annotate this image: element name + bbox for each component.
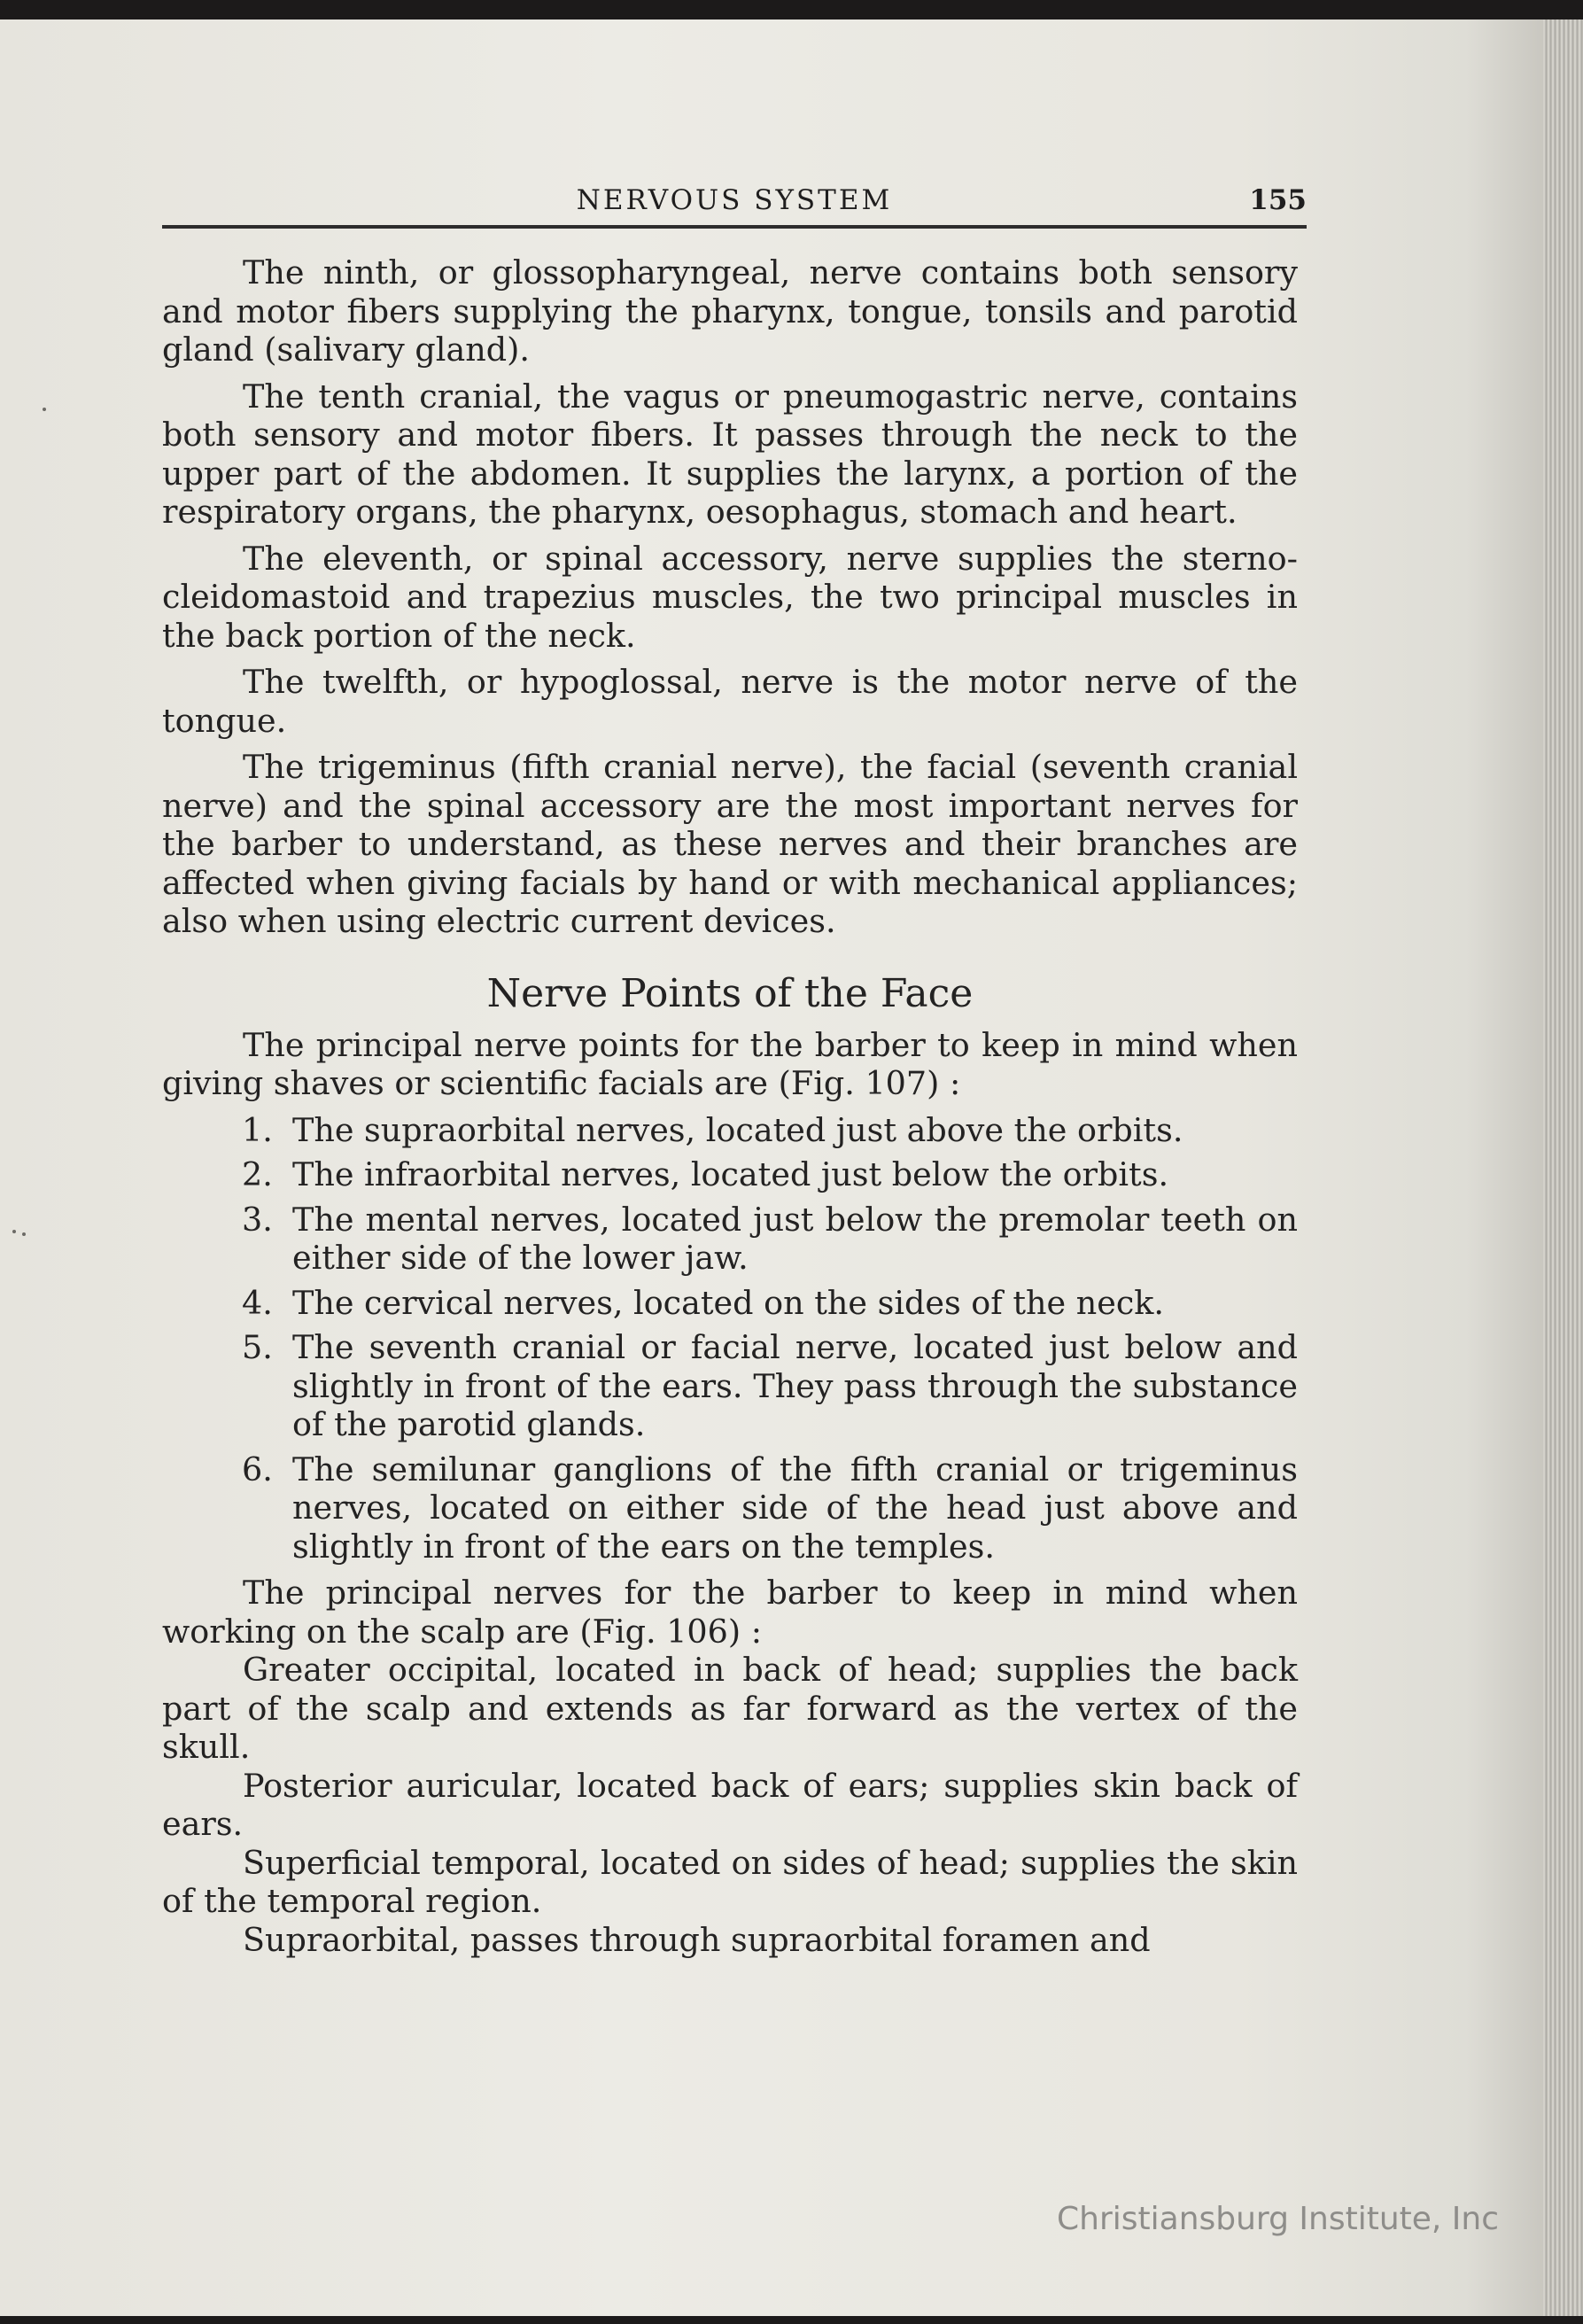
paragraph-posterior-auricular: Posterior auricular, located back of ears; supplies skin back of ears. bbox=[162, 1766, 1298, 1843]
list-text: The infraorbital nerves, located just below the orbits. bbox=[292, 1155, 1169, 1193]
list-number: 6. bbox=[242, 1450, 273, 1488]
watermark: Christiansburg Institute, Inc bbox=[1057, 2201, 1500, 2237]
paragraph-twelfth-nerve: The twelfth, or hypoglossal, nerve is the motor nerve of the tongue. bbox=[162, 663, 1298, 740]
list-text: The seventh cranial or facial nerve, located just below and slightly in front of the ears. They pass through the substance of the parotid glands. bbox=[292, 1328, 1298, 1443]
paragraph-superficial-temporal: Superficial temporal, located on sides of head; supplies the skin of the temporal region. bbox=[162, 1843, 1298, 1920]
dust-speck bbox=[22, 1232, 26, 1236]
nerve-points-list bbox=[162, 1111, 1298, 1566]
list-number: 4. bbox=[242, 1283, 273, 1322]
list-item bbox=[162, 1450, 1298, 1566]
list-item bbox=[162, 1201, 1298, 1278]
list-item bbox=[162, 1111, 1298, 1150]
list-item bbox=[162, 1328, 1298, 1444]
list-item bbox=[162, 1155, 1298, 1194]
paragraph-eleventh-nerve: The eleventh, or spinal accessory, nerve supplies the sterno-cleidomastoid and trapezius muscles, the two principal muscles in the back portion of the neck. bbox=[162, 539, 1298, 655]
running-title: NERVOUS SYSTEM bbox=[576, 184, 893, 216]
body-text bbox=[162, 253, 1298, 1959]
running-header bbox=[162, 179, 1307, 229]
paragraph-greater-occipital: Greater occipital, located in back of head; supplies the back part of the scalp and extends as far forward as the vertex of the skull. bbox=[162, 1651, 1298, 1766]
page-number: 155 bbox=[1249, 184, 1307, 216]
list-text: The mental nerves, located just below the premolar teeth on either side of the lower jaw. bbox=[292, 1200, 1298, 1277]
list-text: The semilunar ganglions of the fifth cranial or trigeminus nerves, located on either side of the head just above and slightly in front of the ears on the temples. bbox=[292, 1450, 1298, 1566]
page-edge-stack bbox=[1543, 19, 1583, 2316]
paragraph-scalp-intro: The principal nerves for the barber to keep in mind when working on the scalp are (Fig. 106) : bbox=[162, 1574, 1298, 1651]
dust-speck bbox=[43, 408, 46, 411]
list-number: 1. bbox=[242, 1110, 273, 1149]
dust-speck bbox=[12, 1230, 16, 1233]
list-text: The supraorbital nerves, located just above the orbits. bbox=[292, 1110, 1183, 1149]
list-text: The cervical nerves, located on the sides of the neck. bbox=[292, 1283, 1165, 1322]
list-number: 3. bbox=[242, 1200, 273, 1239]
paragraph-ninth-nerve: The ninth, or glossopharyngeal, nerve contains both sensory and motor fibers supplying the pharynx, tongue, tonsils and parotid gland (salivary gland). bbox=[162, 253, 1298, 369]
paragraph-face-intro: The principal nerve points for the barber to keep in mind when giving shaves or scientific facials are (Fig. 107) : bbox=[162, 1025, 1298, 1102]
paragraph-trigeminus: The trigeminus (fifth cranial nerve), the facial (seventh cranial nerve) and the spinal accessory are the most important nerves for the barber to understand, as these nerves and their branches are affected when giving facials by hand or with mechanical appliances; also when using electric current devices. bbox=[162, 748, 1298, 940]
list-item bbox=[162, 1284, 1298, 1323]
paragraph-tenth-nerve: The tenth cranial, the vagus or pneumogastric nerve, contains both sensory and motor fibers. It passes through the neck to the upper part of the abdomen. It supplies the larynx, a portion of the respiratory organs, the pharynx, oesophagus, stomach and heart. bbox=[162, 377, 1298, 531]
section-heading: Nerve Points of the Face bbox=[486, 970, 974, 1016]
list-number: 5. bbox=[242, 1328, 273, 1366]
paragraph-supraorbital: Supraorbital, passes through supraorbital foramen and bbox=[243, 1920, 1151, 1959]
list-number: 2. bbox=[242, 1155, 273, 1193]
